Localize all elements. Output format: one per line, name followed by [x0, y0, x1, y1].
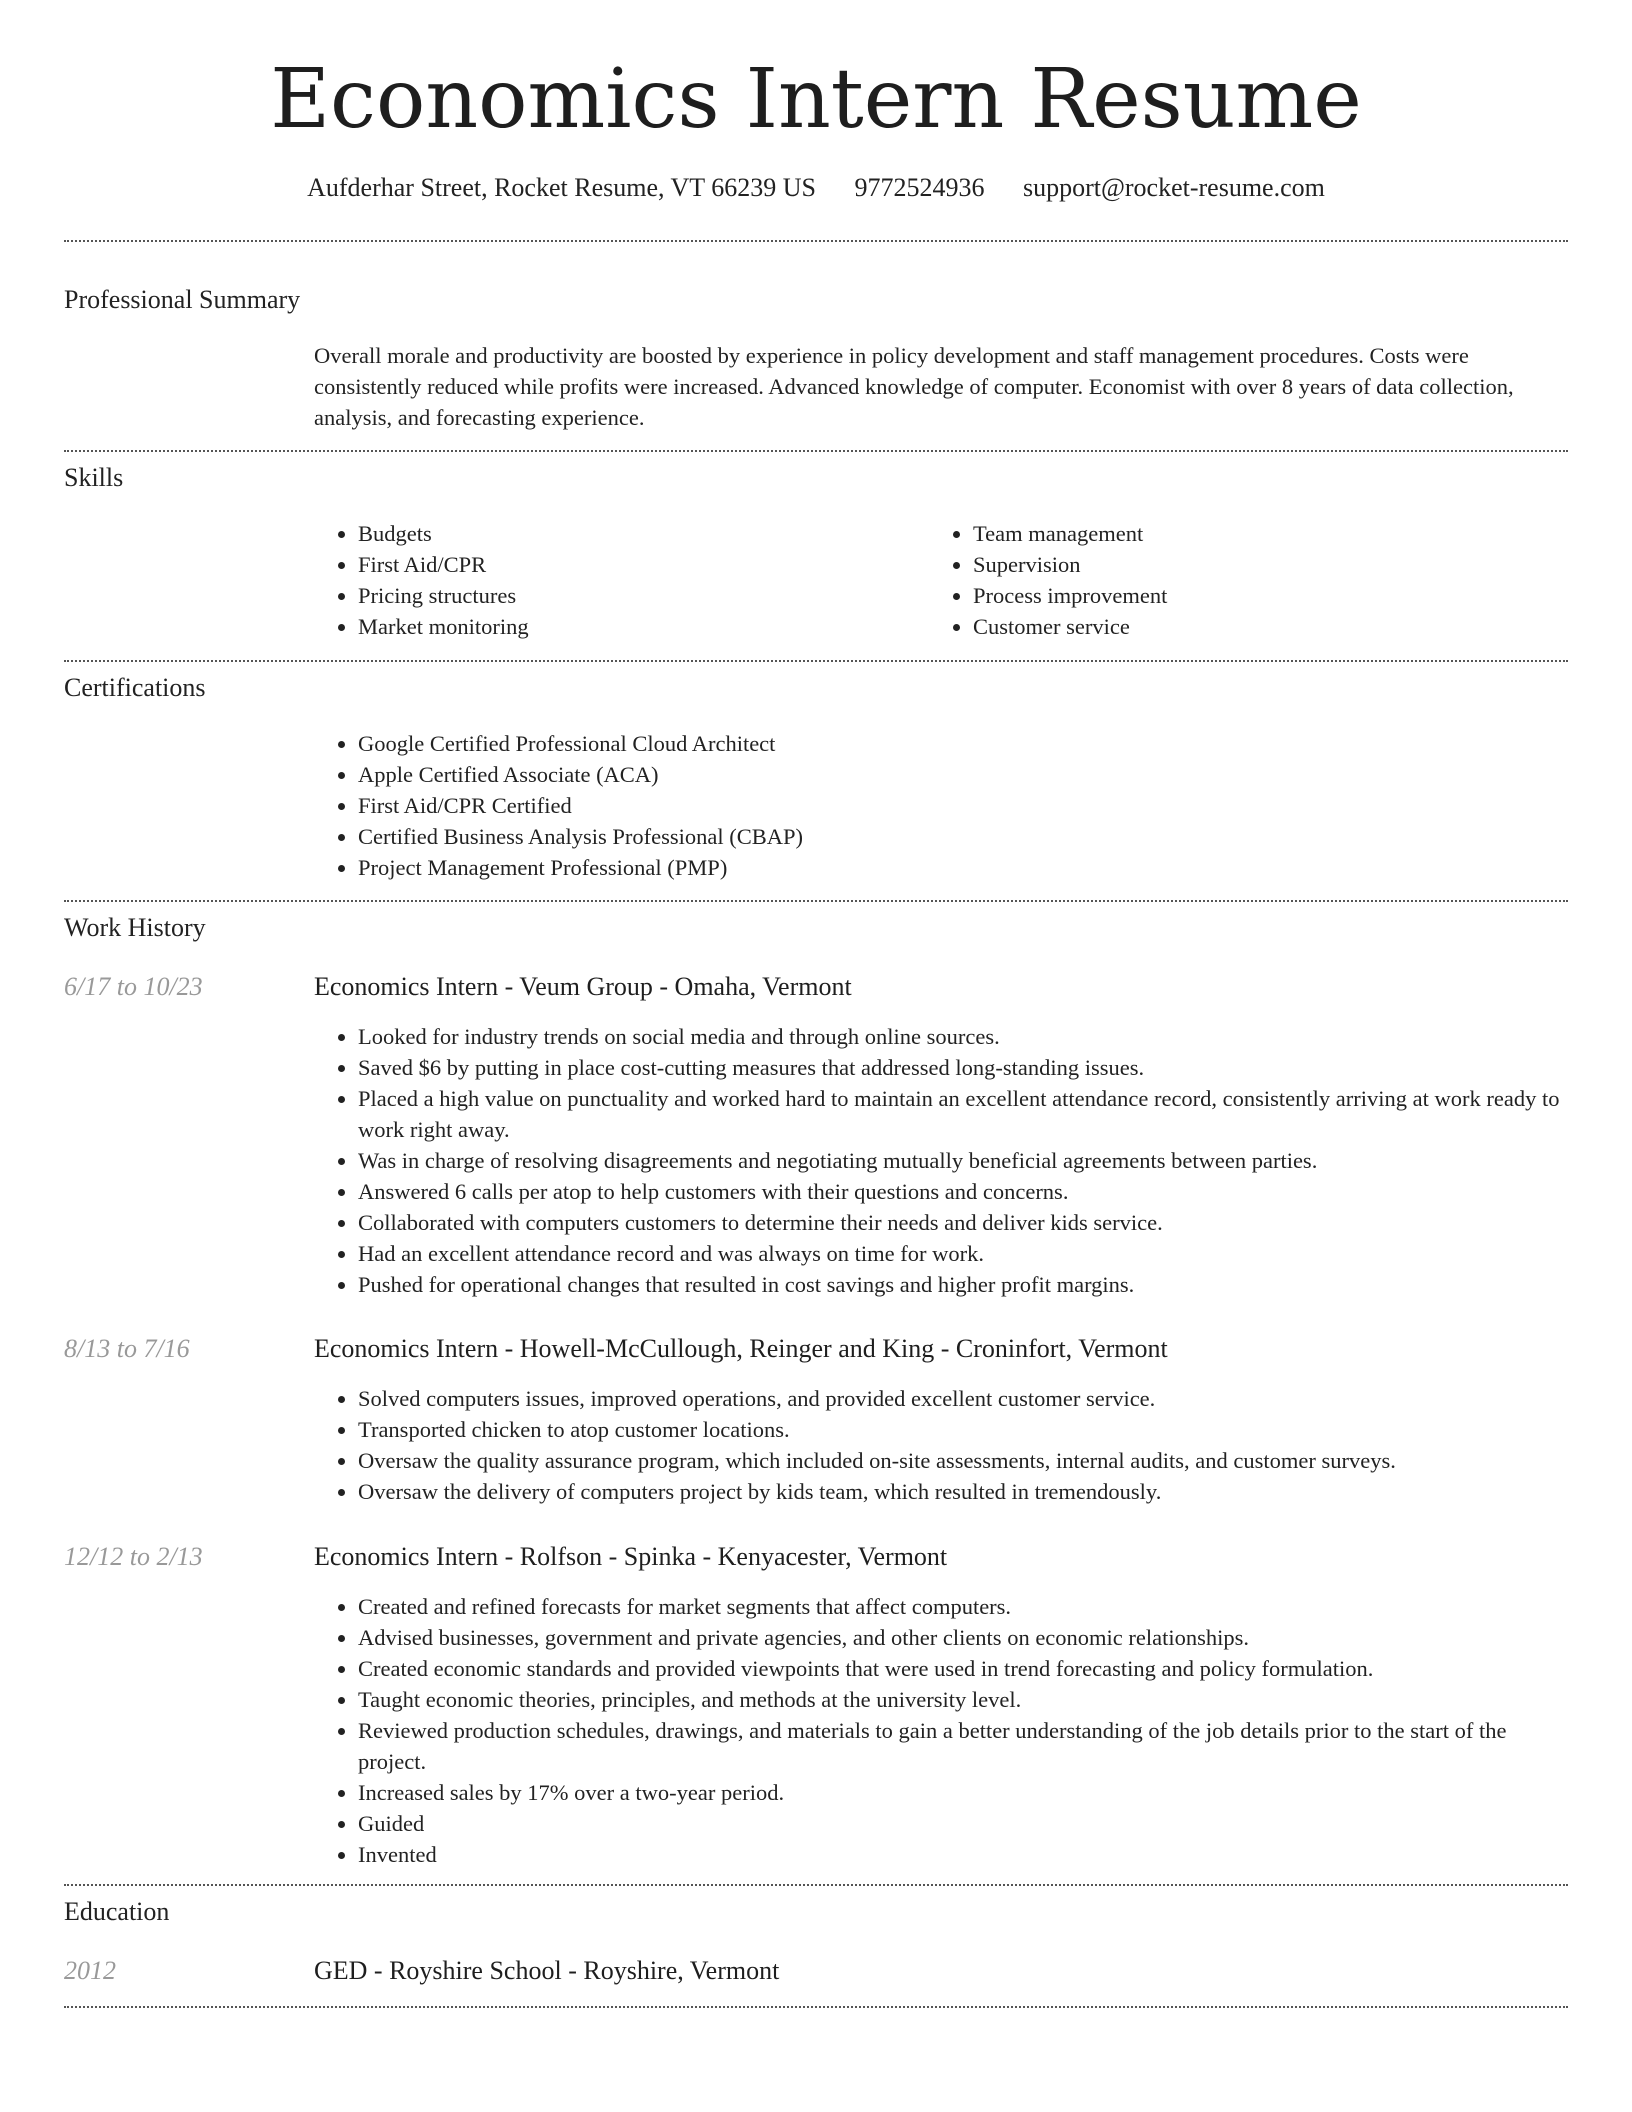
certification-item: • Google Certified Professional Cloud Architect	[358, 728, 1568, 759]
certification-item: • Certified Business Analysis Professional (CBAP)	[358, 821, 1568, 852]
divider	[64, 900, 1568, 902]
contact-address: Aufderhar Street, Rocket Resume, VT 66239 US	[307, 173, 816, 202]
job-bullet: • Solved computers issues, improved operations, and provided excellent customer service.	[358, 1383, 1568, 1414]
section-heading-work-history: Work History	[64, 913, 206, 942]
skill-item: • Customer service	[973, 611, 1533, 642]
job-dates: 8/13 to 7/16	[64, 1334, 190, 1363]
section-heading-certifications: Certifications	[64, 673, 206, 702]
job-title: Economics Intern - Howell-McCullough, Reinger and King - Croninfort, Vermont	[314, 1334, 1168, 1363]
divider	[64, 2006, 1568, 2008]
job-bullet: • Advised businesses, government and private agencies, and other clients on economic relationships.	[358, 1622, 1568, 1653]
job-dates: 6/17 to 10/23	[64, 972, 203, 1001]
divider	[64, 450, 1568, 452]
summary-text: Overall morale and productivity are boosted by experience in policy development and staff management procedures. Costs were consistently reduced while profits were increased. Advanced knowledge of computer. Economist with over 8 years of data collection, analysis, and forecasting experience.	[314, 343, 1514, 430]
contact-line	[0, 170, 1632, 206]
skill-item: • Pricing structures	[358, 580, 918, 611]
certification-item: • Apple Certified Associate (ACA)	[358, 759, 1568, 790]
section-heading-skills: Skills	[64, 463, 124, 492]
skill-item: • First Aid/CPR	[358, 549, 918, 580]
section-heading-summary: Professional Summary	[64, 285, 301, 314]
certification-item: • First Aid/CPR Certified	[358, 790, 1568, 821]
job-bullet: • Placed a high value on punctuality and worked hard to maintain an excellent attendance record, consistently arriving at work ready to work right away.	[358, 1083, 1568, 1145]
job-bullet: • Oversaw the delivery of computers project by kids team, which resulted in tremendously.	[358, 1476, 1568, 1507]
section-heading-education: Education	[64, 1897, 170, 1926]
resume-title: Economics Intern Resume	[270, 52, 1362, 147]
job-dates: 12/12 to 2/13	[64, 1542, 203, 1571]
divider	[64, 660, 1568, 662]
skill-item: • Budgets	[358, 518, 918, 549]
job-bullet: • Had an excellent attendance record and was always on time for work.	[358, 1238, 1568, 1269]
job-bullet: • Pushed for operational changes that resulted in cost savings and higher profit margins.	[358, 1269, 1568, 1300]
skill-item: • Market monitoring	[358, 611, 918, 642]
certifications-list	[314, 728, 1568, 883]
job-bullet: • Saved $6 by putting in place cost-cutting measures that addressed long-standing issues.	[358, 1052, 1568, 1083]
skills-list-left	[314, 518, 918, 642]
skill-item: • Team management	[973, 518, 1533, 549]
job-bullet: • Reviewed production schedules, drawings, and materials to gain a better understanding of the job details prior to the start of the project.	[358, 1715, 1568, 1777]
job-bullet: • Collaborated with computers customers to determine their needs and deliver kids service.	[358, 1207, 1568, 1238]
job-title: Economics Intern - Veum Group - Omaha, Vermont	[314, 972, 852, 1001]
job-bullet: • Guided	[358, 1808, 1568, 1839]
divider	[64, 240, 1568, 242]
skills-list-right	[929, 518, 1533, 642]
job-bullet: • Increased sales by 17% over a two-year period.	[358, 1777, 1568, 1808]
skill-item: • Supervision	[973, 549, 1533, 580]
divider	[64, 1884, 1568, 1886]
contact-phone: 9772524936	[854, 173, 985, 202]
job-bullet: • Invented	[358, 1839, 1568, 1870]
job-bullets	[314, 1591, 1568, 1870]
job-bullets	[314, 1383, 1568, 1507]
job-bullet: • Was in charge of resolving disagreements and negotiating mutually beneficial agreements between parties.	[358, 1145, 1568, 1176]
job-bullet: • Looked for industry trends on social media and through online sources.	[358, 1021, 1568, 1052]
contact-email: support@rocket-resume.com	[1022, 173, 1325, 202]
skill-item: • Process improvement	[973, 580, 1533, 611]
job-bullets	[314, 1021, 1568, 1300]
job-bullet: • Created and refined forecasts for market segments that affect computers.	[358, 1591, 1568, 1622]
job-title: Economics Intern - Rolfson - Spinka - Kenyacester, Vermont	[314, 1542, 948, 1571]
education-title: GED - Royshire School - Royshire, Vermont	[314, 1956, 780, 1985]
job-bullet: • Taught economic theories, principles, and methods at the university level.	[358, 1684, 1568, 1715]
education-year: 2012	[64, 1956, 116, 1985]
job-bullet: • Transported chicken to atop customer locations.	[358, 1414, 1568, 1445]
job-bullet: • Created economic standards and provided viewpoints that were used in trend forecasting and policy formulation.	[358, 1653, 1568, 1684]
certification-item: • Project Management Professional (PMP)	[358, 852, 1568, 883]
job-bullet: • Answered 6 calls per atop to help customers with their questions and concerns.	[358, 1176, 1568, 1207]
job-bullet: • Oversaw the quality assurance program, which included on-site assessments, internal audits, and customer surveys.	[358, 1445, 1568, 1476]
